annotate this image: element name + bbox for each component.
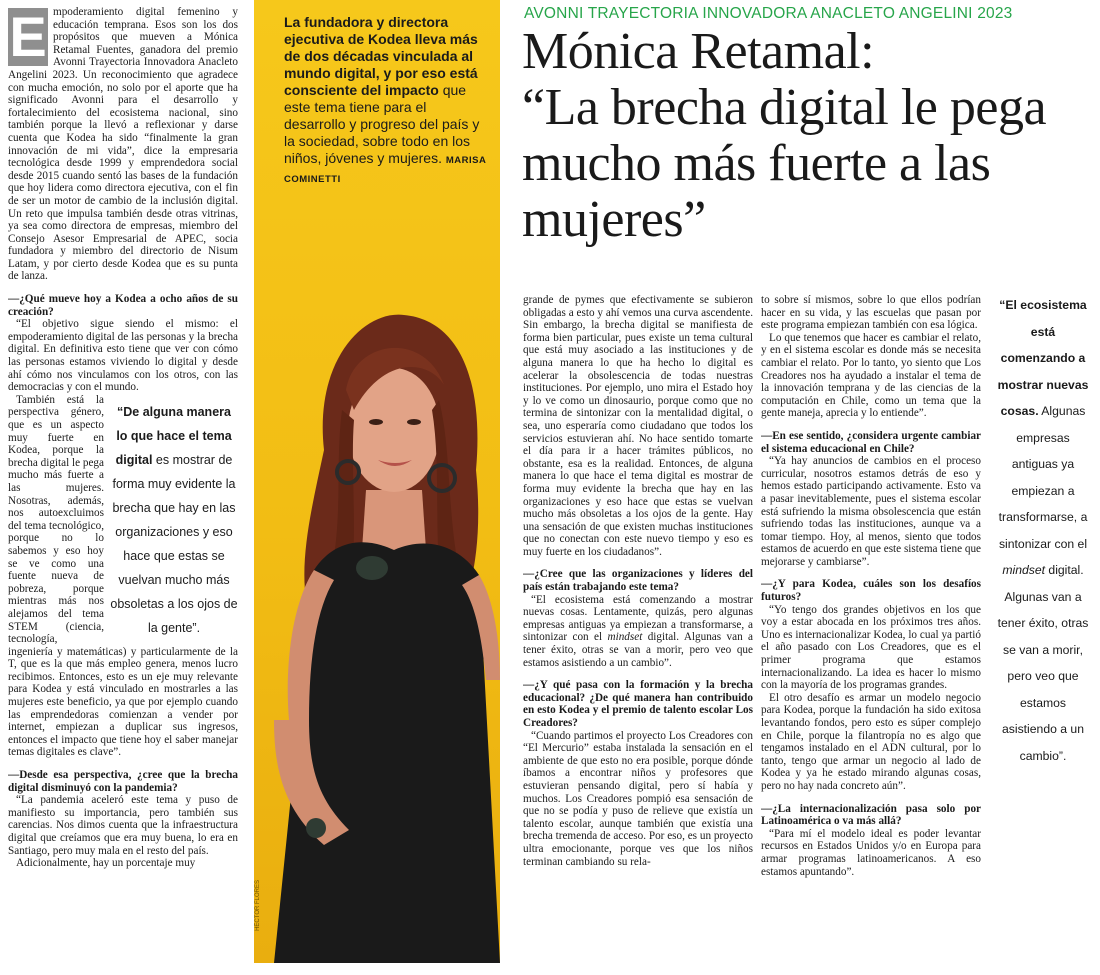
pull-quote-left-bold: “De alguna manera lo que hace el tema <box>116 404 232 443</box>
pull-quote-left-text: es mostrar de forma muy evidente la brecha que hay en las organizaciones y eso hace que estas se vuelvan mucho más obsoletas a los ojos de la gente”. <box>110 452 238 635</box>
article-deck <box>284 14 488 188</box>
headline-line-1: Mónica Retamal: <box>522 23 875 80</box>
pull-quote-right-pre: Algunas empresas antiguas ya empiezan a transformarse, a sintonizar con el <box>998 404 1088 551</box>
answer-3-em: mindset <box>607 631 643 644</box>
answer-4: “Cuando partimos el proyecto Los Creadores con “El Mercurio” estaba instalada la sensación en el ambiente de que esto no era posible, porque dónde íbamos a encontrar niños y profesores que estuvieran pensando digital, pero sí había y muchos. Los Creadores pompió esa sensación de que no se podía y puso de relieve que existía un talento escolar, aunque también que existía una brecha tremenda de acceso. Por eso, es un proyecto ultra emocionante, porque ves que los niños terminan cambiando su rela- <box>523 729 753 868</box>
right-article-column <box>761 294 981 962</box>
pull-quote-left-bold-2: digital <box>115 452 153 467</box>
right-paragraph-2: Lo que tenemos que hacer es cambiar el relato, y en el sistema escolar es donde más se necesita cambiar el relato. Por lo tanto, yo siento que Los Creadores nos ha ayudado a instalar el tema de la innovación temprana y de las ciencias de la computación en Chile, como un tema que la gente maneja, aprecia y lo entiende”. <box>761 331 981 420</box>
photo-credit: HÉCTOR FLORES <box>255 880 261 931</box>
question-6: —¿Y para Kodea, cuáles son los desafíos futuros? <box>761 578 981 604</box>
pull-quote-right-bold: “El ecosistema está comenzando a mostrar nuevas cosas. <box>997 298 1089 418</box>
deck-text: que este tema tiene para el desarrollo y progreso del país y la sociedad, sobre todo en los niños, jóvenes y mujeres. <box>284 82 480 166</box>
answer-3 <box>523 594 753 670</box>
answer-1: “El objetivo sigue siendo el mismo: el empoderamiento digital de las personas y la brecha digital. En definitiva esto tiene que ver con cómo las personas estamos viviendo lo digital y desde ahí cómo nos vinculamos con los otros, con las democracias y con el mundo. <box>8 318 238 394</box>
answer-3-post: digital. Algunas van a tener éxito, otras se van a morir, pero veo que estamos asistiendo a un cambio”. <box>523 631 753 669</box>
question-3: —¿Cree que las organizaciones y líderes del país están trabajando este tema? <box>523 568 753 594</box>
answer-3-pre: “El ecosistema está comenzando a mostrar nuevas cosas. Lentamente, quizás, pero algunas empresas antiguas ya empiezan a transformarse, a sintonizar con el <box>523 593 753 644</box>
deck-bold: La fundadora y directora ejecutiva de Kodea lleva más de dos décadas vinculada al mundo digital, y por eso está consciente del impacto <box>284 14 478 98</box>
left-article-column <box>8 6 238 968</box>
pull-quote-right-post: digital. Algunas van a tener éxito, otras se van a morir, pero veo que estamos asistiendo a un cambio”. <box>997 563 1089 763</box>
article-intro: mpoderamiento digital femenino y educación temprana. Esos son los dos propósitos que mueven a Mónica Retamal Fuentes, ganadora del premio Avonni Trayectoria Innovadora Anacleto Angelini 2023. Un reconocimiento que agradece con mucha emoción, no solo por el aporte que ha significado Avonni para el desarrollo y fortalecimiento del ecosistema nacional, sino también porque la llevó a reflexionar y darse cuenta que Kodea ha sido “finalmente la gran innovación de mi vida”, dice la empresaria tecnológica desde 1999 y emprendedora social desde 2015 cuando sentó las bases de la fundación que hoy lidera como directora ejecutiva, con el fin de ser un motor de cambio de la inclusión digital. Un reto que impulsa también desde otras vitrinas, ya sea como directora de empresas, miembro del Consejo Asesor Empresarial de APEC, socia fundadora y miembro del directorio de Nisum Latam, y por cierto desde Kodea que es su punta de lanza. <box>8 6 238 283</box>
pull-quote-right <box>992 292 1094 769</box>
answer-6b: El otro desafío es armar un modelo negocio para Kodea, porque la fundación ha sido exitosa levantando fondos, pero esto es súper complejo en Chile, porque la filantropía no es algo que tengamos instalado en el ADN cultural, por lo tanto, tengo que armar un negocio al lado de Kodea y ya he estado mirando algunas cosas, pero no hay nada concreto aún”. <box>761 691 981 792</box>
pull-quote-left <box>110 400 238 640</box>
portrait-panel <box>254 0 500 963</box>
byline: MARISA COMINETTI <box>284 155 486 185</box>
question-2: —Desde esa perspectiva, ¿cree que la brecha digital disminuyó con la pandemia? <box>8 769 238 794</box>
answer-2b: Adicionalmente, hay un porcentaje muy <box>16 857 196 870</box>
question-4: —¿Y qué pasa con la formación y la brecha educacional? ¿De qué manera han contribuido en esto Kodea y el premio de talento escolar Los Creadores? <box>523 679 753 729</box>
question-1: —¿Qué mueve hoy a Kodea a ocho años de su creación? <box>8 293 238 318</box>
headline <box>522 24 1094 248</box>
answer-7: “Para mí el modelo ideal es poder levantar recursos en Estados Unidos y/o en Europa para armar programas latinoamericanos. A eso estamos apuntando”. <box>761 827 981 878</box>
question-5: —En ese sentido, ¿considera urgente cambiar el sistema educacional en Chile? <box>761 429 981 455</box>
answer-2: “La pandemia aceleró este tema y puso de manifiesto su importancia, pero también sus carencias. Nos dimos cuenta que la infraestructura digital que creíamos que era muy buena, lo era en Santiago, pero muy mala en el resto del país. <box>8 794 238 857</box>
portrait-photo <box>254 300 500 963</box>
right-paragraph-1: to sobre sí mismos, sobre lo que ellos podrían hacer en su vida, y las escuelas que pasan por este programa empiezan también con esa lógica. <box>761 294 981 332</box>
section-kicker: AVONNI TRAYECTORIA INNOVADORA ANACLETO ANGELINI 2023 <box>524 5 1013 22</box>
middle-article-column <box>523 294 753 962</box>
answer-1b: También está la perspectiva género, que es un aspecto muy fuerte en Kodea, porque la brecha digital le pega mucho más fuerte a las mujeres. Nosotras, además, nos autoexcluimos del tema tecnológico, porque no lo sabemos y eso hoy se ve como una fuente nueva de pobreza, porque mientras más nos alejamos del tema STEM (ciencia, tecnología, ingeniería y matemáticas) y particularmente de la T, que es la que más empleo genera, menos lucro recibimos. Entonces, esto es un eje muy relevante para Kodea y está vinculado en mostrarles a las mujeres este beneficio, ya que por ejemplo cuando las emprendedoras comienzan a vender por internet, empiezan a duplicar sus ingresos, entonces el impacto que tiene hoy el saber manejar temas digitales es clave”. <box>8 393 238 759</box>
answer-6: “Yo tengo dos grandes objetivos en los que voy a estar abocada en los próximos tres años. Uno es internacionalizar Kodea, lo cual ya partió el año pasado con Los Creadores, que es el primer programa que estamos internacionalizando. La idea es hacer lo mismo con la mayoría de los programas grandes. <box>761 603 981 692</box>
pull-quote-right-em: mindset <box>1002 563 1046 577</box>
question-7: —¿La internacionalización pasa solo por Latinoamérica o va más allá? <box>761 802 981 828</box>
headline-line-2: “La brecha digital le pega mucho más fuerte a las mujeres” <box>522 79 1047 248</box>
mid-paragraph-1: grande de pymes que efectivamente se subieron obligadas a esto y ahí vemos una curva ascendente. Sin embargo, la brecha digital se manifiesta de forma bien particular, pues existe un tema cultural que está muy asociado a las instituciones y de alguna manera lo que ha hecho lo digital es acelerar la obsolescencia de todas nuestras instituciones. Por ejemplo, uno mira el Estado hoy y lo ve como un dinosaurio, porque como que no termina de sintonizar con la mentalidad digital, o sea, uno esperaría como ciudadano que todos los servicios estuvieran ahí. No hace sentido tomarte el día para ir a hacer trámites públicos, no obstante, esa es la realidad. Entonces, de alguna manera lo que hace el tema digital es mostrar de forma muy evidente la brecha que hay en las organizaciones y eso hace que estas se vuelvan mucho más obsoletas a los ojos de la gente. Hay una sensación de que existen muchas instituciones que no conectan con este nuevo tiempo y eso es muy fuerte en los ciudadanos”. <box>523 294 753 558</box>
answer-5: “Ya hay anuncios de cambios en el proceso curricular, nosotros estamos detrás de eso y hemos estado participando activamente. Esto va a pasar inevitablemente, pues el sistema escolar está sufriendo la misma obsolescencia que están sufriendo todas las instituciones, aunque va a tomar tiempo. Hoy, al menos, siento que todos estamos de acuerdo en que este sistema tiene que mejorarse y cambiarse”. <box>761 455 981 568</box>
drop-cap: E <box>9 6 47 68</box>
